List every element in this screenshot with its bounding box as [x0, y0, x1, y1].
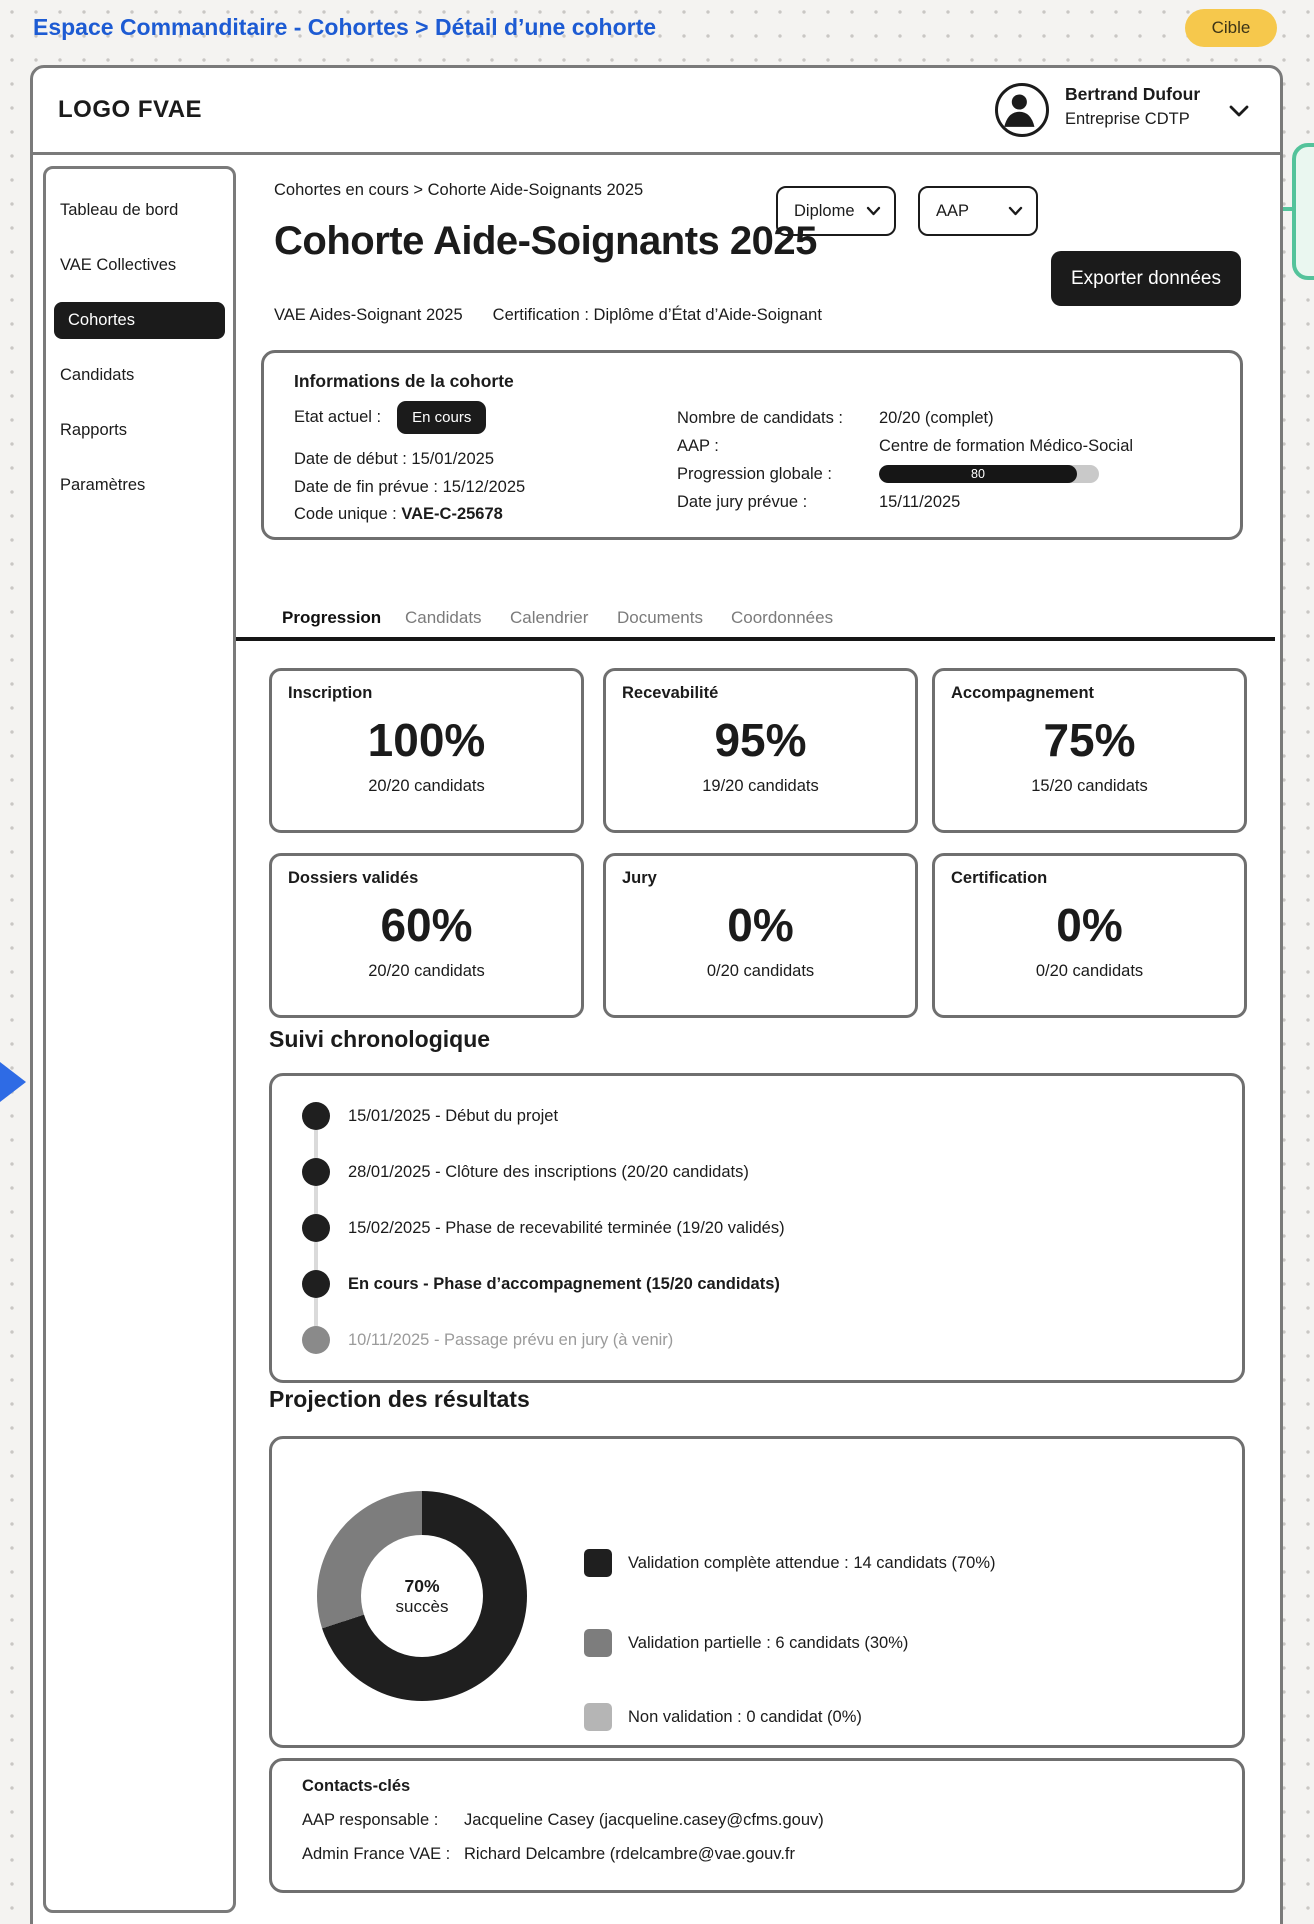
progress-fill [879, 465, 1077, 483]
stat-label: Dossiers validés [288, 869, 419, 887]
global-progress-bar [879, 465, 1099, 483]
timeline-section-title: Suivi chronologique [269, 1026, 491, 1052]
timeline-dot-done-icon [302, 1158, 330, 1186]
timeline-dot-current-icon [302, 1270, 330, 1298]
timeline-item-current [302, 1270, 780, 1298]
aap-label: AAP : [677, 437, 719, 455]
stat-card-inscription [269, 668, 584, 833]
stat-card-certification [932, 853, 1247, 1018]
timeline-dot-upcoming-icon [302, 1326, 330, 1354]
contact-row [302, 1845, 795, 1864]
progress-value: 80 [971, 467, 985, 481]
timeline-text: 15/02/2025 - Phase de recevabilité terminée (19/20 validés) [348, 1218, 785, 1237]
contact-value: Jacqueline Casey (jacqueline.casey@cfms.gouv) [464, 1811, 824, 1829]
timeline-text: 28/01/2025 - Clôture des inscriptions (20/20 candidats) [348, 1162, 749, 1181]
sidebar-item-label: Tableau de bord [60, 201, 179, 219]
stat-sub: 0/20 candidats [706, 962, 815, 980]
status-badge: En cours [397, 401, 486, 434]
timeline-item [302, 1102, 558, 1130]
jury-date-label: Date jury prévue : [677, 493, 808, 511]
canvas-title: Espace Commanditaire - Cohortes > Détail d’une cohorte [33, 14, 657, 40]
stat-sub: 0/20 candidats [1035, 962, 1144, 980]
stat-card-jury [603, 853, 918, 1018]
donut-center-label: succès [395, 1596, 449, 1616]
timeline-panel [269, 1073, 1245, 1383]
donut-chart [317, 1491, 527, 1701]
person-icon [998, 86, 1046, 134]
sidebar-nav [43, 166, 236, 1913]
breadcrumb[interactable]: Cohortes en cours > Cohorte Aide-Soignants 2025 [274, 181, 644, 199]
sidebar-item-vae-collectives[interactable] [46, 238, 233, 293]
unique-code-label: Code unique : [294, 505, 402, 523]
legend-swatch-partial-validation [584, 1629, 612, 1657]
tab-documents[interactable]: Documents [617, 608, 703, 627]
legend-item [584, 1549, 996, 1577]
legend-swatch-full-validation [584, 1549, 612, 1577]
stat-card-accompagnement [932, 668, 1247, 833]
legend-label: Validation partielle : 6 candidats (30%) [628, 1633, 909, 1652]
stat-sub: 19/20 candidats [702, 777, 819, 795]
donut-center [361, 1535, 483, 1657]
status-row [294, 401, 486, 434]
chevron-down-icon [1008, 206, 1023, 216]
start-date: Date de début : 15/01/2025 [294, 450, 494, 468]
info-panel-title: Informations de la cohorte [294, 371, 514, 391]
cohort-info-panel [261, 350, 1243, 540]
stat-label: Recevabilité [622, 684, 719, 702]
candidates-count-label: Nombre de candidats : [677, 409, 844, 427]
stat-label: Certification [951, 869, 1048, 887]
canvas-cursor-arrow-icon [0, 1062, 26, 1102]
export-data-button[interactable]: Exporter données [1051, 251, 1241, 306]
stat-percent: 0% [727, 899, 794, 951]
global-progress-label: Progression globale : [677, 465, 833, 483]
timeline-item-upcoming [302, 1326, 673, 1354]
user-name: Bertrand Dufour [1065, 84, 1201, 104]
timeline-text: En cours - Phase d’accompagnement (15/20 candidats) [348, 1274, 780, 1293]
stat-label: Jury [622, 869, 657, 887]
diplome-filter-label: Diplome [794, 201, 855, 220]
certification-name: Certification : Diplôme d’État d’Aide-Soignant [492, 306, 822, 324]
stat-label: Accompagnement [951, 684, 1095, 702]
app-logo: LOGO FVAE [58, 96, 203, 123]
stat-card-recevabilite [603, 668, 918, 833]
stat-card-dossiers-valides [269, 853, 584, 1018]
projection-section-title: Projection des résultats [269, 1386, 530, 1412]
tab-progression[interactable]: Progression [282, 608, 382, 627]
app-window [30, 65, 1283, 1924]
stat-percent: 75% [1043, 714, 1136, 766]
page-subtitle [274, 306, 822, 325]
contacts-title: Contacts-clés [302, 1777, 411, 1795]
aap-value: Centre de formation Médico-Social [879, 437, 1134, 455]
timeline-dot-done-icon [302, 1214, 330, 1242]
tab-coordonnees[interactable]: Coordonnées [731, 608, 834, 627]
stat-label: Inscription [288, 684, 373, 702]
legend-swatch-non-validation [584, 1703, 612, 1731]
sidebar-item-rapports[interactable] [46, 403, 233, 458]
stat-percent: 60% [380, 899, 473, 951]
sidebar-item-label: Paramètres [60, 476, 146, 494]
timeline-dot-done-icon [302, 1102, 330, 1130]
cohort-short-name: VAE Aides-Soignant 2025 [274, 306, 463, 324]
chevron-down-icon [866, 206, 881, 216]
contacts-panel [269, 1758, 1245, 1893]
user-avatar[interactable] [995, 83, 1049, 137]
cible-tag-label: Cible [1211, 18, 1251, 37]
stat-sub: 15/20 candidats [1031, 777, 1148, 795]
tab-candidats[interactable]: Candidats [405, 608, 482, 627]
contact-value: Richard Delcambre (rdelcambre@vae.gouv.fr [464, 1845, 795, 1863]
legend-label: Non validation : 0 candidat (0%) [628, 1707, 862, 1726]
sidebar-item-label: Candidats [60, 366, 135, 384]
stat-sub: 20/20 candidats [368, 962, 485, 980]
tab-calendrier[interactable]: Calendrier [510, 608, 589, 627]
candidates-count-value: 20/20 (complet) [879, 409, 994, 427]
page-title: Cohorte Aide-Soignants 2025 [274, 219, 817, 263]
timeline-item [302, 1214, 785, 1242]
timeline-text: 15/01/2025 - Début du projet [348, 1106, 559, 1125]
jury-date-value: 15/11/2025 [879, 493, 961, 511]
unique-code-value: VAE-C-25678 [401, 505, 503, 523]
sidebar-item-parametres[interactable] [46, 458, 233, 513]
timeline-item [302, 1158, 749, 1186]
end-date: Date de fin prévue : 15/12/2025 [294, 478, 526, 496]
stat-percent: 0% [1056, 899, 1123, 951]
sidebar-item-candidats[interactable] [46, 348, 233, 403]
donut-center-percent: 70% [404, 1575, 440, 1596]
contact-label: Admin France VAE : [302, 1845, 451, 1863]
app-header [33, 68, 1280, 155]
sidebar-item-cohortes[interactable] [46, 293, 233, 348]
user-organization: Entreprise CDTP [1065, 110, 1190, 128]
status-label: Etat actuel : [294, 408, 382, 426]
sidebar-item-label-active: Cohortes [54, 302, 225, 339]
cible-tag [1185, 9, 1277, 47]
legend-item [584, 1703, 862, 1731]
annotation-note-box [1292, 143, 1314, 280]
stat-percent: 95% [714, 714, 807, 766]
tabs-divider [236, 637, 1275, 641]
legend-label: Validation complète attendue : 14 candidats (70%) [628, 1553, 996, 1572]
user-menu-chevron-down-icon[interactable] [1229, 104, 1249, 122]
timeline-text: 10/11/2025 - Passage prévu en jury (à venir) [348, 1330, 674, 1349]
stat-sub: 20/20 candidats [368, 777, 485, 795]
stat-percent: 100% [367, 714, 486, 766]
aap-filter-label: AAP [936, 201, 970, 220]
contact-label: AAP responsable : [302, 1811, 439, 1829]
sidebar-item-label: VAE Collectives [60, 256, 177, 274]
sidebar-item-tableau-de-bord[interactable] [46, 183, 233, 238]
contact-row [302, 1811, 824, 1830]
unique-code [294, 505, 503, 524]
sidebar-item-label: Rapports [60, 421, 127, 439]
aap-filter-dropdown[interactable] [918, 186, 1038, 236]
projection-panel [269, 1436, 1245, 1748]
legend-item [584, 1629, 908, 1657]
